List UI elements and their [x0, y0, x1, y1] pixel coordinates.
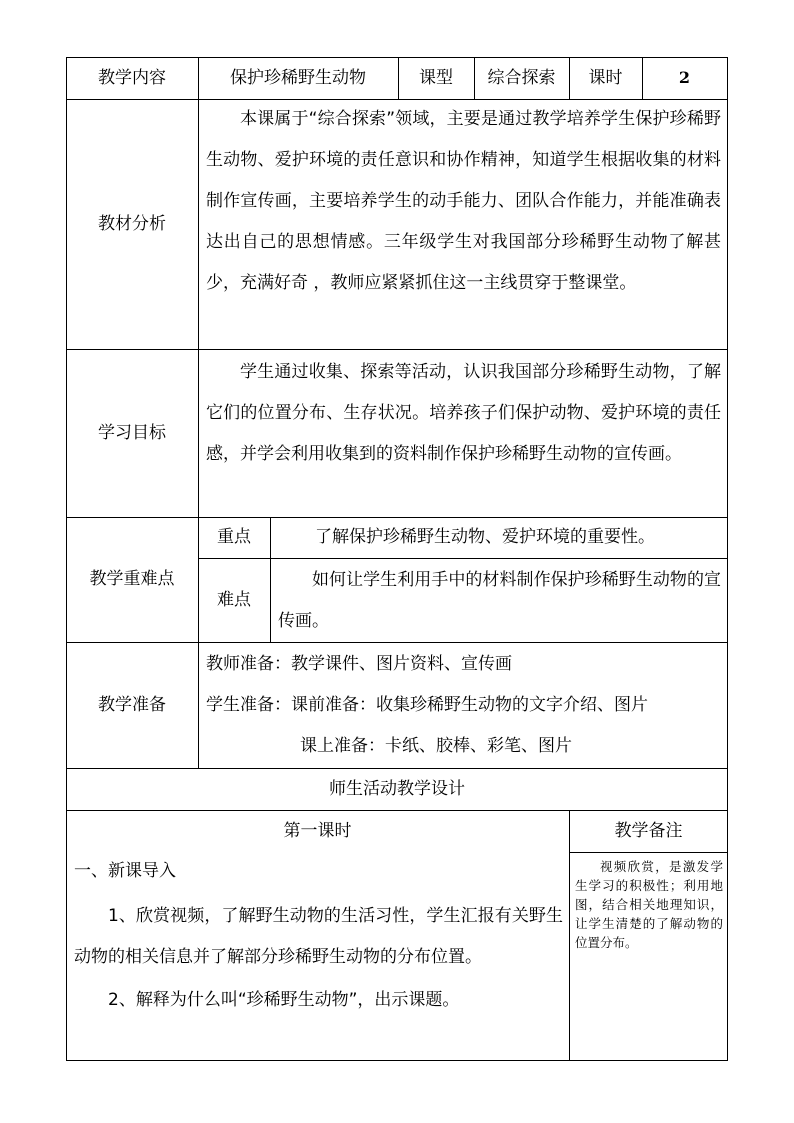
intro-item-1: 1、欣赏视频，了解野生动物的生活习性，学生汇报有关野生动物的相关信息并了解部分珍稀野生动物的分布位置。: [74, 906, 563, 967]
preparation-student-in-class: 课上准备：卡纸、胶棒、彩笔、图片: [300, 736, 572, 756]
preparation-teacher: 教师准备：教学课件、图片资料、宣传画: [206, 654, 512, 674]
objectives-text: 学生通过收集、探索等活动，认识我国部分珍稀野生动物，了解它们的位置分布、生存状况。培养孩子们保护动物、爱护环境的责任感，并学会利用收集到的资料制作保护珍稀野生动物的宣传画。: [206, 362, 721, 464]
analysis-label: 教材分析: [98, 213, 166, 234]
analysis-text: 本课属于“综合探索”领域，主要是通过教学培养学生保护珍稀野生动物、爱护环境的责任意识和协作精神，知道学生根据收集的材料制作宣传画，主要培养学生的动手能力、团队合作能力，并能准确表达出自己的思想情感。三年级学生对我国部分珍稀野生动物了解甚少，充满好奇 ，教师应紧紧抓住这一主线贯穿于整课堂。: [206, 109, 721, 293]
key-text: 了解保护珍稀野生动物、爱护环境的重要性。: [315, 527, 655, 547]
notes-title: 教学备注: [614, 820, 683, 841]
col-divider: [270, 517, 271, 643]
lesson-title: 第一课时: [283, 820, 352, 841]
design-title: 师生活动教学设计: [329, 778, 465, 799]
hours-value: 2: [678, 68, 691, 87]
content-label: 教学内容: [98, 67, 166, 88]
type-value: 综合探索: [487, 67, 556, 88]
content-value: 保护珍稀野生动物: [230, 67, 366, 88]
table-border-right: [727, 57, 728, 1061]
difficulty-label: 难点: [217, 589, 251, 610]
key-points-label: 教学重难点: [89, 569, 175, 589]
section-intro-heading: 一、新课导入: [74, 861, 176, 881]
intro-item-2: 2、解释为什么叫“珍稀野生动物”，出示课题。: [108, 990, 460, 1010]
col-divider: [198, 57, 199, 769]
objectives-label: 学习目标: [98, 422, 166, 443]
row-divider: [198, 558, 728, 559]
row-divider: [569, 852, 728, 853]
preparation-label: 教学准备: [98, 694, 166, 715]
table-border-bottom: [66, 1060, 728, 1061]
difficulty-text: 如何让学生利用手中的材料制作保护珍稀野生动物的宣传画。: [278, 570, 721, 631]
key-label: 重点: [217, 527, 251, 547]
preparation-student-before: 学生准备：课前准备：收集珍稀野生动物的文字介绍、图片: [206, 695, 648, 715]
hours-label: 课时: [588, 67, 623, 88]
teaching-note: 视频欣赏，是激发学生学习的积极性；利用地图，结合相关地理知识，让学生清楚的了解动物的位置分布。: [575, 859, 723, 950]
type-label: 课型: [419, 67, 453, 88]
